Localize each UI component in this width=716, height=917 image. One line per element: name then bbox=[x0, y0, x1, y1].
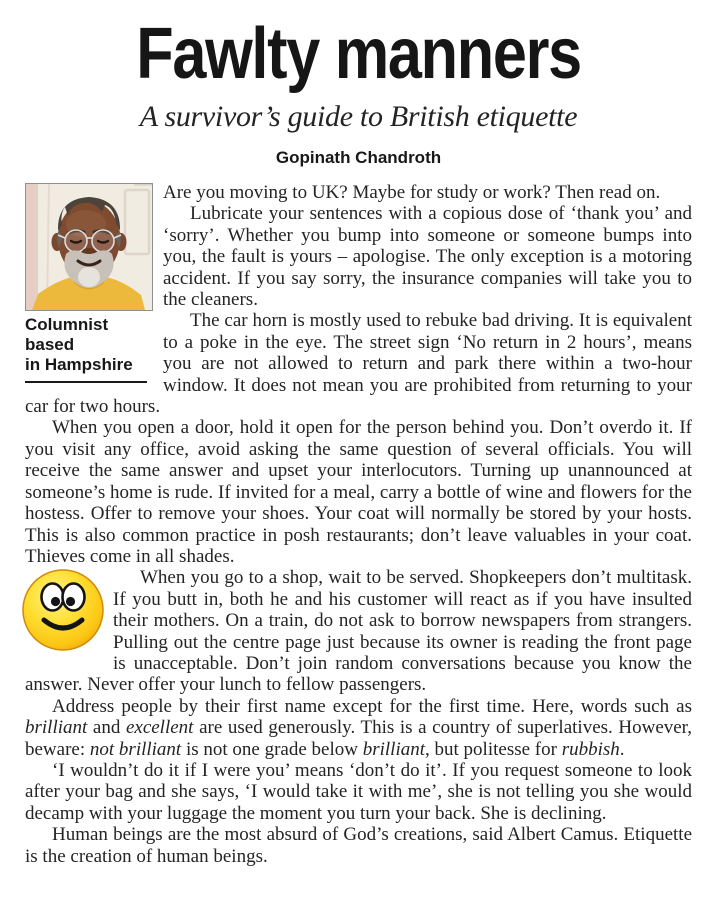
paragraph: Lubricate your sentences with a copious dose of ‘thank you’ and ‘sorry’. Whether you bump into someone or someone bumps into you, the fault is yours – apologise. The only exception is a motoring accident. If you say sorry, the insurance companies will take you to the cleaners. bbox=[163, 203, 692, 311]
columnist-portrait-icon bbox=[26, 184, 152, 310]
smiley-emoticon bbox=[21, 568, 105, 652]
photo-caption-line2: in Hampshire bbox=[25, 355, 133, 374]
paragraph: ‘I wouldn’t do it if I were you’ means ‘don’t do it’. If you request someone to look after your bag and she says, ‘I would take it with me’, she is not telling you she would decamp with your luggage the moment you turn your back. She is declining. bbox=[25, 759, 692, 824]
paragraph: The car horn is mostly used to rebuke bad driving. It is equivalent to a poke in the eye. The street sign ‘No return in 2 hours’, means you are not allowed to return and park there within a two-hour window. It does not mean you are prohibited from returning to your car for two hours. bbox=[25, 310, 692, 418]
article-body bbox=[25, 182, 692, 867]
article-subtitle: A survivor’s guide to British etiquette bbox=[139, 100, 578, 133]
columnist-portrait-image bbox=[25, 183, 153, 311]
page-title bbox=[25, 14, 692, 94]
article-title: Fawlty manners bbox=[136, 14, 581, 94]
columnist-photo-block bbox=[25, 183, 153, 383]
smiley-face-icon bbox=[21, 568, 105, 652]
paragraph: Are you moving to UK? Maybe for study or work? Then read on. bbox=[163, 182, 661, 203]
paragraph-group-bottom bbox=[25, 567, 692, 867]
paragraph: Human beings are the most absurd of God’s creations, said Albert Camus. Etiquette is the creation of human beings. bbox=[25, 824, 692, 867]
photo-caption-line1: Columnist based bbox=[25, 315, 109, 354]
paragraph: When you open a door, hold it open for the person behind you. Don’t overdo it. If you visit any office, avoid asking the same question of several officials. You will receive the same answer and upset your interlocutors. Turning up unannounced at someone’s home is rude. If invited for a meal, carry a bottle of wine and flowers for the hostess. Offer to remove your shoes. Your coat will normally be stored by your hosts. This is also common practice in posh restaurants; don’t leave valuables in your coat. Thieves come in all shades. bbox=[25, 417, 692, 567]
caption-divider bbox=[25, 381, 147, 383]
paragraph: When you go to a shop, wait to be served. Shopkeepers don’t multitask. If you butt in, both he and his customer will react as if you have insulted their mothers. On a train, do not ask to borrow newspapers from strangers. Pulling out the centre page just because its owner is reading the front page is unacceptable. Don’t join random conversations because you know the answer. Never offer your lunch to fellow passengers. bbox=[25, 567, 692, 696]
byline: Gopinath Chandroth bbox=[275, 148, 442, 167]
paragraph: Address people by their first name except for the first time. Here, words such as brilliant and excellent are used generously. This is a country of superlatives. However, beware: not brilliant is not one grade below brilliant, but politesse for rubbish. bbox=[25, 695, 692, 760]
